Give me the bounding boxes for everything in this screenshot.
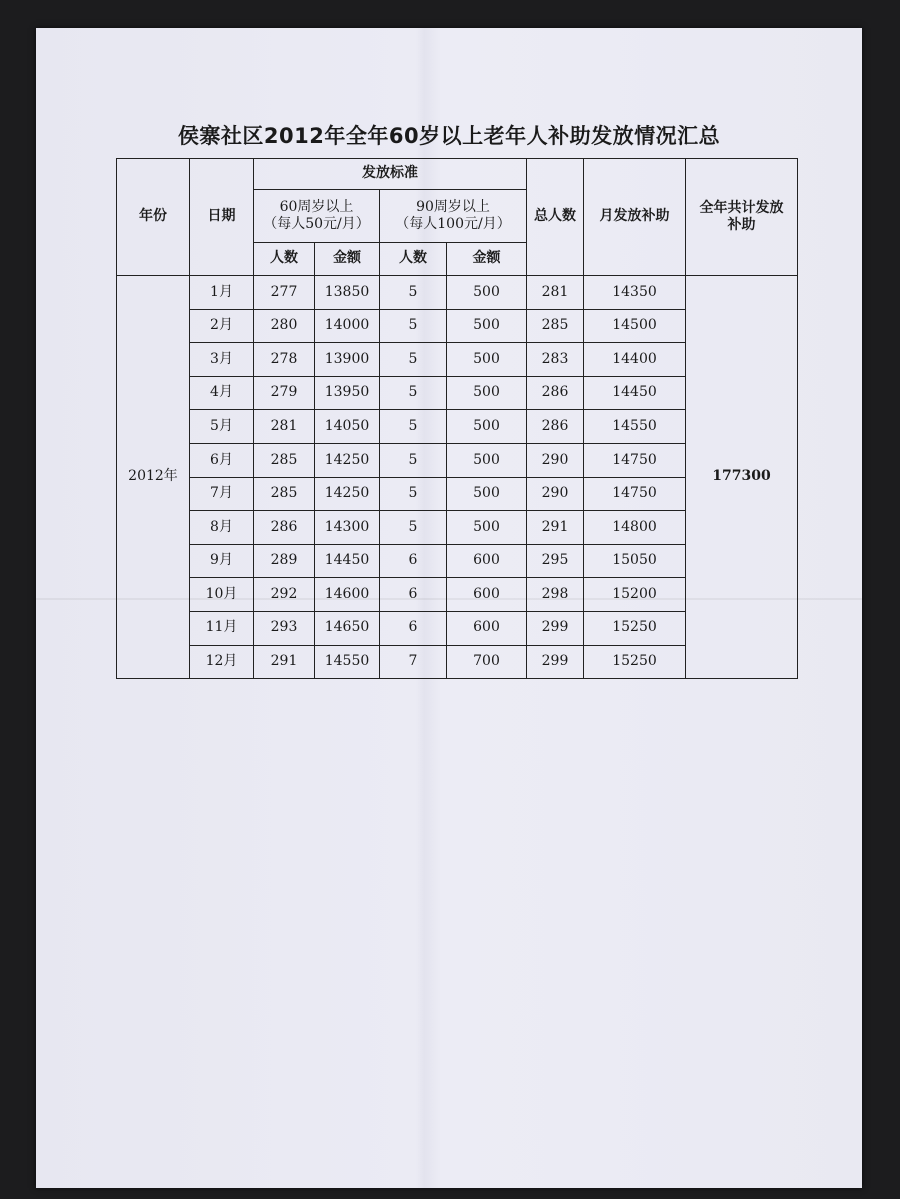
amount-90-cell: 500 — [447, 343, 527, 377]
monthly-subsidy-cell: 15250 — [584, 611, 686, 645]
header-year: 年份 — [117, 159, 190, 276]
total-people-cell: 295 — [527, 544, 584, 578]
count-90-cell: 5 — [380, 443, 447, 477]
monthly-subsidy-cell: 15050 — [584, 544, 686, 578]
month-cell: 1月 — [190, 276, 254, 310]
total-people-cell: 281 — [527, 276, 584, 310]
total-people-cell: 283 — [527, 343, 584, 377]
subsidy-summary-table — [116, 158, 798, 679]
month-cell: 10月 — [190, 578, 254, 612]
count-60-cell: 280 — [254, 309, 315, 343]
total-people-cell: 290 — [527, 477, 584, 511]
header-group-90 — [380, 190, 527, 243]
amount-90-cell: 500 — [447, 309, 527, 343]
amount-90-cell: 500 — [447, 410, 527, 444]
count-60-cell: 279 — [254, 376, 315, 410]
header-group-90-line2: （每人100元/月） — [395, 216, 511, 232]
month-cell: 8月 — [190, 511, 254, 545]
header-annual-total — [686, 159, 798, 276]
header-group-60 — [254, 190, 380, 243]
amount-90-cell: 500 — [447, 477, 527, 511]
monthly-subsidy-cell: 14500 — [584, 309, 686, 343]
paper-sheet — [36, 28, 862, 1188]
total-people-cell: 285 — [527, 309, 584, 343]
amount-90-cell: 700 — [447, 645, 527, 679]
year-cell: 2012年 — [117, 276, 190, 679]
count-90-cell: 7 — [380, 645, 447, 679]
month-cell: 2月 — [190, 309, 254, 343]
amount-90-cell: 500 — [447, 443, 527, 477]
monthly-subsidy-cell: 14400 — [584, 343, 686, 377]
amount-60-cell: 14550 — [315, 645, 380, 679]
amount-60-cell: 13950 — [315, 376, 380, 410]
document-title: 侯寨社区2012年全年60岁以上老年人补助发放情况汇总 — [177, 124, 721, 148]
monthly-subsidy-cell: 14350 — [584, 276, 686, 310]
count-90-cell: 5 — [380, 343, 447, 377]
month-cell: 4月 — [190, 376, 254, 410]
monthly-subsidy-cell: 14750 — [584, 477, 686, 511]
table-row — [117, 276, 798, 310]
total-people-cell: 298 — [527, 578, 584, 612]
month-cell: 11月 — [190, 611, 254, 645]
monthly-subsidy-cell: 15200 — [584, 578, 686, 612]
count-90-cell: 5 — [380, 309, 447, 343]
monthly-subsidy-cell: 14750 — [584, 443, 686, 477]
count-60-cell: 277 — [254, 276, 315, 310]
total-people-cell: 286 — [527, 410, 584, 444]
header-group-60-line1: 60周岁以上 — [279, 198, 354, 215]
header-annual-total-line2: 补助 — [727, 217, 756, 233]
total-people-cell: 286 — [527, 376, 584, 410]
header-total-people: 总人数 — [527, 159, 584, 276]
amount-90-cell: 500 — [447, 511, 527, 545]
count-60-cell: 289 — [254, 544, 315, 578]
month-cell: 3月 — [190, 343, 254, 377]
header-date: 日期 — [190, 159, 254, 276]
monthly-subsidy-cell: 14450 — [584, 376, 686, 410]
amount-60-cell: 14250 — [315, 443, 380, 477]
amount-60-cell: 14650 — [315, 611, 380, 645]
count-60-cell: 292 — [254, 578, 315, 612]
count-90-cell: 5 — [380, 511, 447, 545]
header-annual-total-line1: 全年共计发放 — [699, 199, 784, 216]
amount-60-cell: 14250 — [315, 477, 380, 511]
count-90-cell: 6 — [380, 578, 447, 612]
header-amount-90: 金额 — [447, 243, 527, 276]
count-60-cell: 281 — [254, 410, 315, 444]
count-60-cell: 278 — [254, 343, 315, 377]
month-cell: 7月 — [190, 477, 254, 511]
count-60-cell: 286 — [254, 511, 315, 545]
amount-90-cell: 500 — [447, 276, 527, 310]
header-group-90-line1: 90周岁以上 — [416, 198, 490, 215]
header-count-60: 人数 — [254, 243, 315, 276]
amount-90-cell: 600 — [447, 544, 527, 578]
count-90-cell: 6 — [380, 611, 447, 645]
monthly-subsidy-cell: 15250 — [584, 645, 686, 679]
amount-90-cell: 500 — [447, 376, 527, 410]
amount-90-cell: 600 — [447, 578, 527, 612]
count-90-cell: 5 — [380, 410, 447, 444]
monthly-subsidy-cell: 14550 — [584, 410, 686, 444]
amount-90-cell: 600 — [447, 611, 527, 645]
amount-60-cell: 13900 — [315, 343, 380, 377]
count-90-cell: 6 — [380, 544, 447, 578]
amount-60-cell: 14300 — [315, 511, 380, 545]
amount-60-cell: 14450 — [315, 544, 380, 578]
header-monthly-subsidy: 月发放补助 — [584, 159, 686, 276]
amount-60-cell: 14050 — [315, 410, 380, 444]
month-cell: 9月 — [190, 544, 254, 578]
header-group-60-line2: （每人50元/月） — [263, 216, 370, 232]
total-people-cell: 299 — [527, 611, 584, 645]
count-90-cell: 5 — [380, 477, 447, 511]
total-people-cell: 291 — [527, 511, 584, 545]
header-standard: 发放标准 — [254, 159, 527, 190]
count-60-cell: 291 — [254, 645, 315, 679]
month-cell: 5月 — [190, 410, 254, 444]
total-people-cell: 299 — [527, 645, 584, 679]
month-cell: 6月 — [190, 443, 254, 477]
total-people-cell: 290 — [527, 443, 584, 477]
amount-60-cell: 14000 — [315, 309, 380, 343]
amount-60-cell: 13850 — [315, 276, 380, 310]
amount-60-cell: 14600 — [315, 578, 380, 612]
count-60-cell: 285 — [254, 443, 315, 477]
header-amount-60: 金额 — [315, 243, 380, 276]
month-cell: 12月 — [190, 645, 254, 679]
count-90-cell: 5 — [380, 376, 447, 410]
monthly-subsidy-cell: 14800 — [584, 511, 686, 545]
count-90-cell: 5 — [380, 276, 447, 310]
annual-total-value: 177300 — [686, 276, 798, 679]
count-60-cell: 293 — [254, 611, 315, 645]
count-60-cell: 285 — [254, 477, 315, 511]
header-count-90: 人数 — [380, 243, 447, 276]
